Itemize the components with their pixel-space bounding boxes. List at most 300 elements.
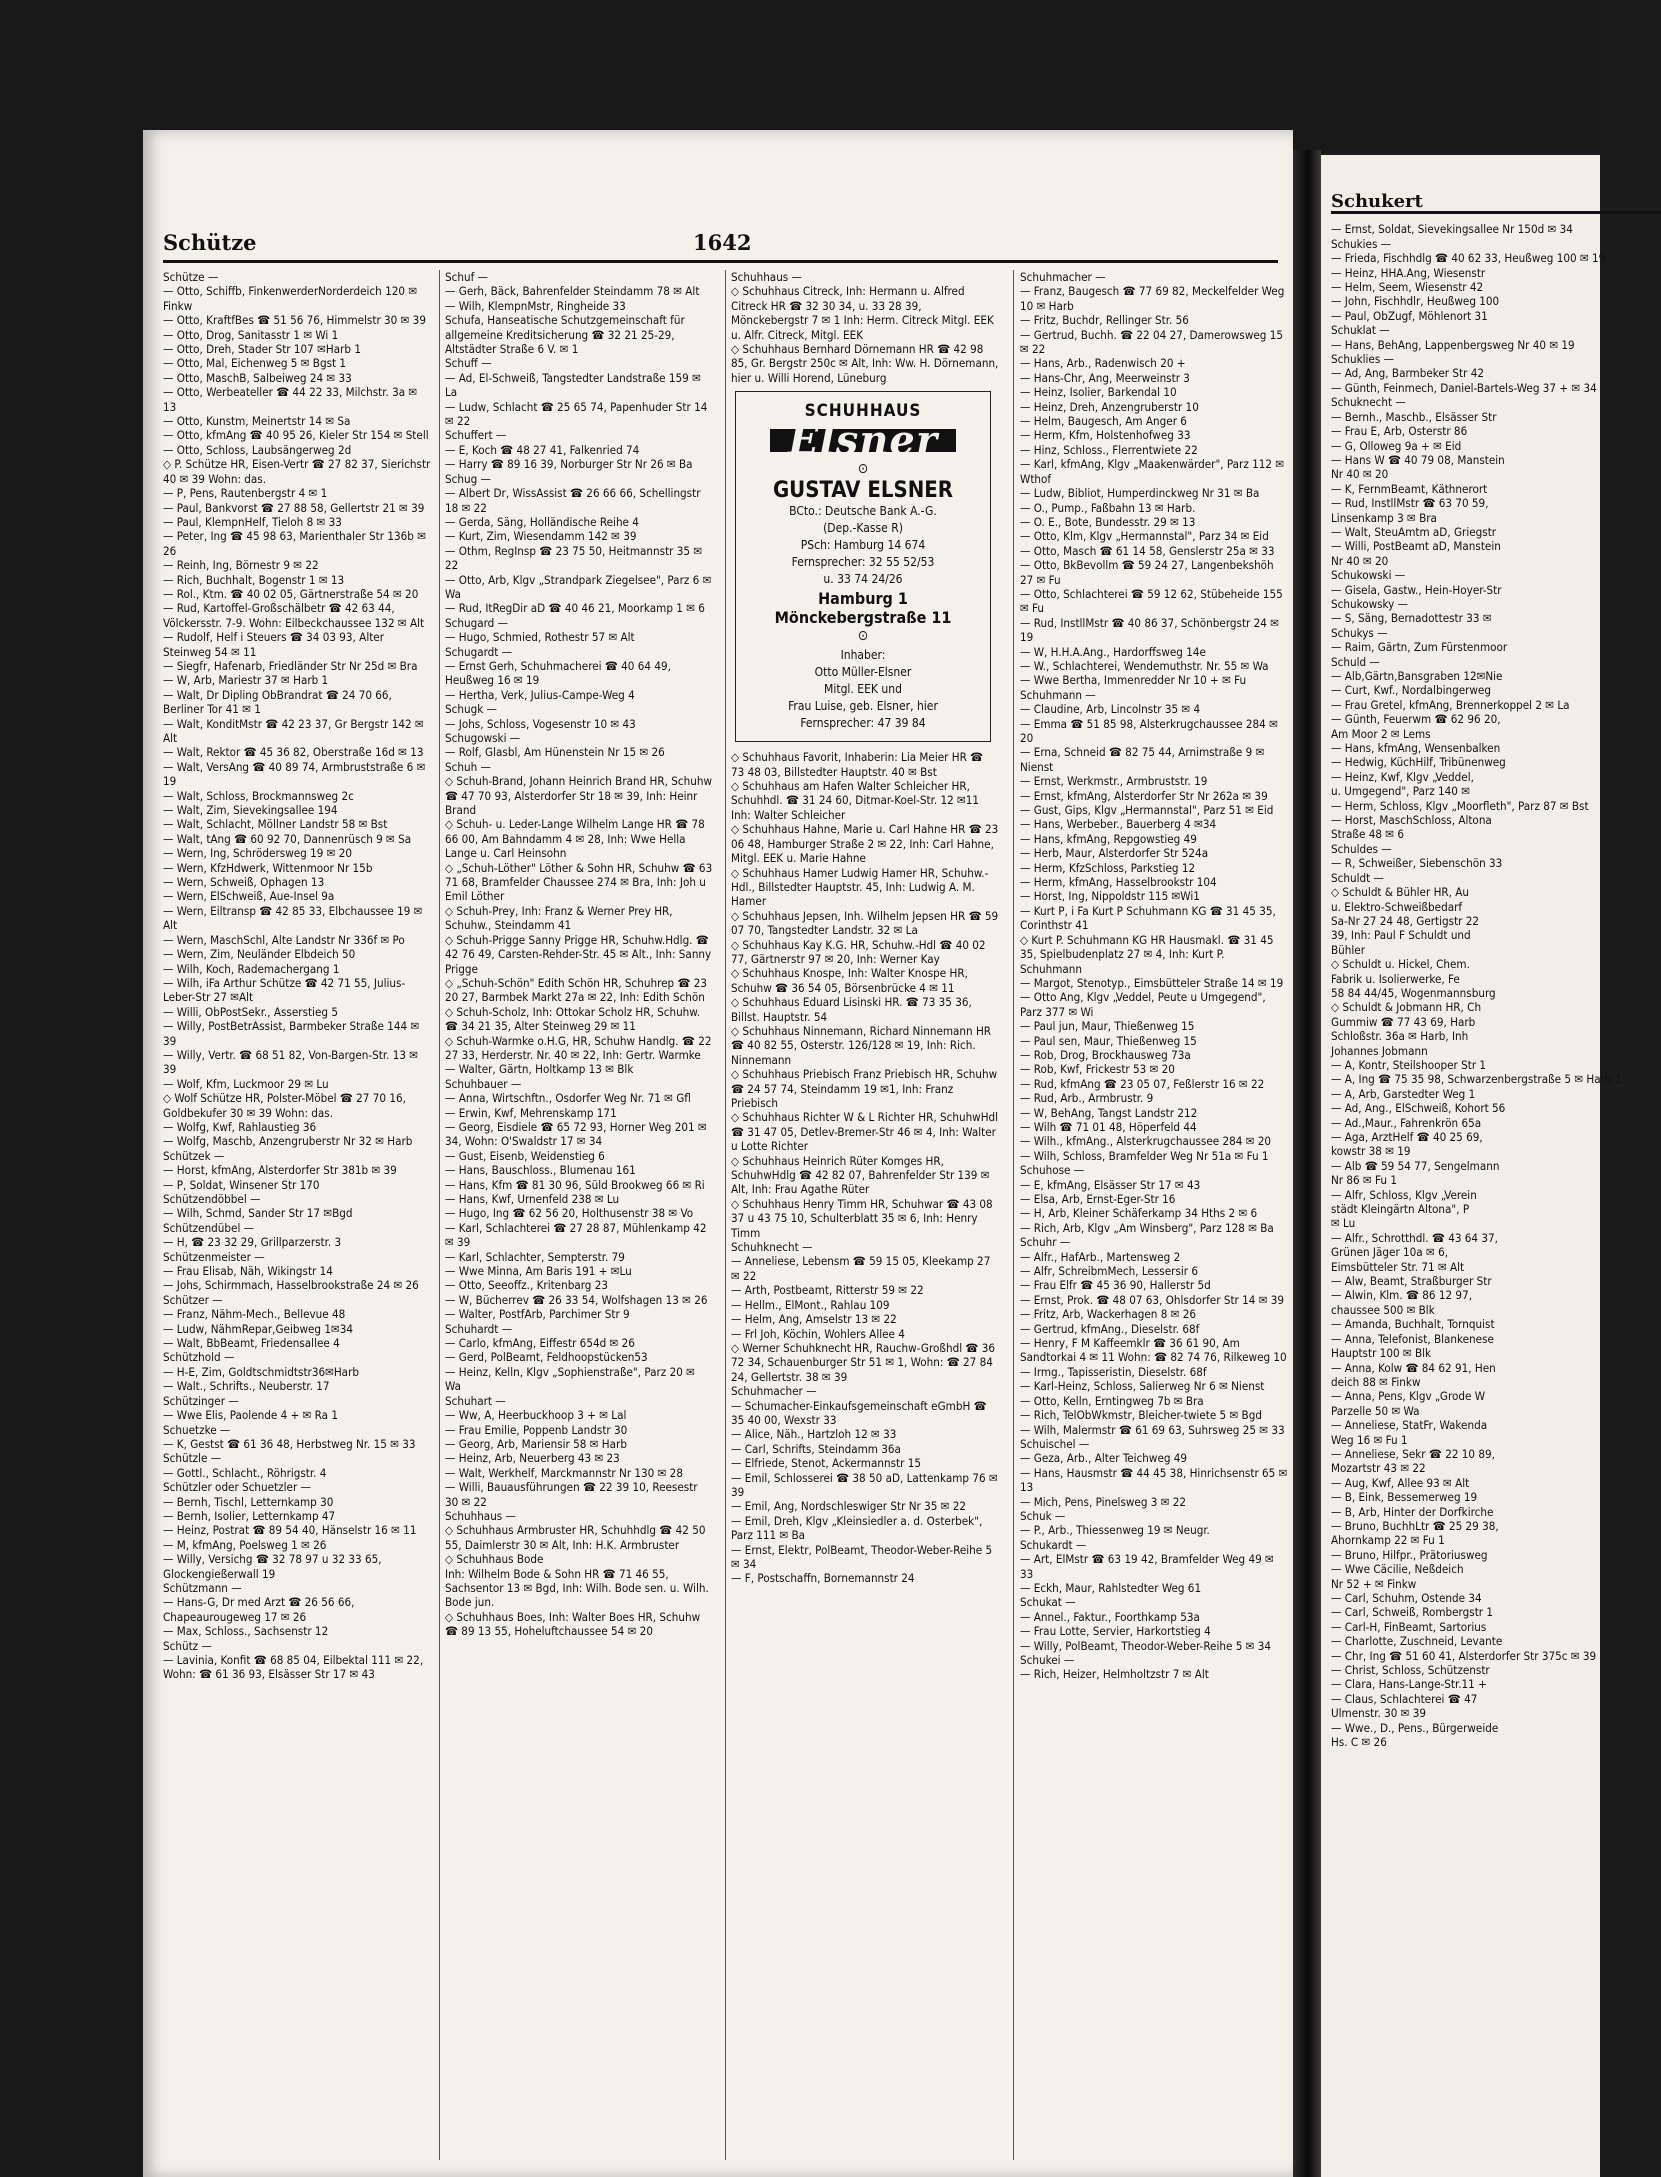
directory-entry: — Frau Emilie, Poppenb Landstr 30 — [445, 1422, 628, 1437]
directory-entry: Straße 48 ✉ 6 — [1331, 827, 1404, 842]
directory-entry: Bühler — [1331, 942, 1365, 957]
directory-entry: — Hans, kfmAng, Wensenbalken — [1331, 741, 1501, 756]
directory-entry: Schuk — — [1020, 1508, 1066, 1523]
ad-phone-line-2: u. 33 74 24/26 — [823, 572, 903, 587]
directory-entry: — Ludw, NähmRepar,Geibweg 1✉34 — [163, 1321, 354, 1336]
column-3-top-entries — [731, 270, 1002, 385]
directory-entry: — Walt, Zim, Sievekingsallee 194 — [163, 803, 338, 818]
directory-entry: Schützer — — [163, 1292, 223, 1307]
directory-entry: Fabrik u. Isolierwerke, Fe — [1331, 971, 1460, 986]
directory-entry: — Heinz, Postrat ☎ 89 54 40, Hänselstr 16 ✉ 11 — [163, 1523, 417, 1538]
directory-entry: Schuklat — — [1331, 323, 1390, 338]
directory-entry: u. Umgegend", Parz 140 ✉ — [1331, 784, 1470, 799]
directory-entry: — Bruno, Hilfpr., Prätoriusweg — [1331, 1547, 1488, 1562]
directory-entry: Schukat — — [1020, 1595, 1076, 1610]
directory-entry: — Helm, Ang, Amselstr 13 ✉ 22 — [731, 1312, 897, 1327]
ad-owner-line-3: Frau Luise, geb. Elsner, hier — [788, 699, 938, 714]
directory-entry: — Otto, Dreh, Stader Str 107 ✉Harb 1 — [163, 342, 361, 357]
directory-entry: — Wwe Bertha, Immenredder Nr 10 + ✉ Fu — [1020, 673, 1247, 688]
directory-entry: chaussee 500 ✉ Blk — [1331, 1302, 1435, 1317]
directory-entry: — Rich, Buchhalt, Bogenstr 1 ✉ 13 — [163, 572, 345, 587]
directory-entry: — Otto, Kunstm, Meinertstr 14 ✉ Sa — [163, 414, 351, 429]
directory-entry: — Eckh, Maur, Rahlstedter Weg 61 — [1020, 1580, 1202, 1595]
directory-entry: — Wern, ElSchweiß, Aue-Insel 9a — [163, 889, 335, 904]
directory-entry: ◇ Schuhhaus Ninnemann, Richard Ninnemann HR ☎ 40 82 55, Osterstr. 126/128 ✉ 19, Inh: Rich. Ninnemann — [731, 1023, 995, 1067]
directory-entry: ◇ „Schuh-Schön" Edith Schön HR, Schuhrep ☎ 23 20 27, Barmbek Markt 27a ✉ 22, Inh: Edith Schön — [445, 975, 711, 1005]
directory-entry: — Otto, BkBevollm ☎ 59 24 27, Langenbekshöh 27 ✉ Fu — [1020, 558, 1277, 587]
directory-entry: — Walt, BbBeamt, Friedensallee 4 — [163, 1336, 340, 1351]
directory-entry: — Carl-H, FinBeamt, Sartorius — [1331, 1619, 1487, 1634]
directory-entry: — K, FernmBeamt, Käthnerort — [1331, 481, 1488, 496]
directory-entry: — Wwe Cäcilie, Neßdeich — [1331, 1562, 1464, 1577]
column-2 — [445, 270, 716, 2170]
directory-entry: Mozartstr 43 ✉ 22 — [1331, 1461, 1426, 1476]
ad-street: Mönckebergstraße 11 — [774, 608, 952, 628]
directory-entry: deich 88 ✉ Finkw — [1331, 1374, 1421, 1389]
directory-entry: — Christ, Schloss, Schützenstr — [1331, 1663, 1490, 1678]
directory-entry: Schuischel — — [1020, 1436, 1090, 1451]
directory-entry: ◇ Schuldt & Jobmann HR, Ch — [1331, 1000, 1482, 1015]
directory-entry: — Horst, MaschSchloss, Altona — [1331, 813, 1492, 828]
directory-entry: u. Elektro-Schweißbedarf — [1331, 899, 1463, 914]
directory-entry: — Art, ElMstr ☎ 63 19 42, Bramfelder Weg 49 ✉ 33 — [1020, 1552, 1278, 1581]
directory-entry: — Ad, El-Schweiß, Tangstedter Landstraße 159 ✉ La — [445, 370, 705, 400]
directory-entry: — Gerda, Säng, Holländische Reihe 4 — [445, 514, 639, 529]
directory-entry: ◇ Schuhhaus Richter W & L Richter HR, SchuhwHdl ☎ 31 47 05, Detlev-Bremer-Str 46 ✉ 4, Inh: Walter u Lotte Richter — [731, 1110, 1002, 1154]
directory-entry: — W, H.H.A.Ang., Hardorffsweg 14e — [1020, 644, 1206, 659]
directory-entry: — Aga, ArztHelf ☎ 40 25 69, — [1331, 1130, 1483, 1144]
directory-entry: — Wilh, iFa Arthur Schütze ☎ 42 71 55, Julius-Leber-Str 27 ✉Alt — [163, 975, 406, 1005]
directory-entry: städt Kleingärtn Altona", P — [1331, 1202, 1470, 1217]
directory-entry: — W., Schlachterei, Wendemuthstr. Nr. 55 ✉ Wa — [1020, 658, 1269, 673]
directory-entry: — Kurt P, i Fa Kurt P Schuhmann KG ☎ 31 45 35, Corinthstr 41 — [1020, 903, 1280, 933]
directory-entry: — Willy, Versichg ☎ 32 78 97 u 32 33 65, Glockengießerwall 19 — [163, 1552, 385, 1581]
directory-entry: — Anneliese, Lebensm ☎ 59 15 05, Kleekamp 27 ✉ 22 — [731, 1254, 994, 1283]
directory-entry: — Alfr, SchreibmMech, Lessersir 6 — [1020, 1264, 1199, 1279]
ad-city: Hamburg 1 — [818, 589, 908, 609]
directory-entry: — Rud, ItRegDir aD ☎ 40 46 21, Moorkamp 1 ✉ 6 — [445, 601, 705, 616]
ad-phone-line-1: Fernsprecher: 32 55 52/53 — [791, 555, 935, 570]
directory-entry: — Siegfr, Hafenarb, Friedländer Str Nr 25d ✉ Bra — [163, 658, 418, 673]
book-gutter — [1293, 150, 1321, 2177]
directory-entry: — Willi, Bauausführungen ☎ 22 39 10, Reesestr 30 ✉ 22 — [445, 1480, 701, 1509]
directory-entry: — Gertrud, kfmAng., Dieselstr. 68f — [1020, 1321, 1200, 1336]
directory-entry: Schütze — — [163, 270, 219, 284]
directory-entry: Schugk — — [445, 702, 497, 717]
directory-entry: — F, Postschaffn, Bornemannstr 24 — [731, 1571, 915, 1586]
directory-entry: — Willi, ObPostSekr., Asserstieg 5 — [163, 1004, 338, 1019]
directory-entry: — Ad, Ang, Barmbeker Str 42 — [1331, 366, 1484, 381]
directory-entry: — Hertha, Verk, Julius-Campe-Weg 4 — [445, 687, 635, 702]
directory-entry: ◇ Schuhhaus Boes, Inh: Walter Boes HR, Schuhw ☎ 89 13 55, Hoheluftchaussee 54 ✉ 20 — [445, 1609, 704, 1639]
directory-entry: — Alice, Näh., Hartzloh 12 ✉ 33 — [731, 1427, 897, 1442]
directory-entry: — Alb,Gärtn,Bansgraben 12✉Nie — [1331, 669, 1503, 683]
directory-entry: Schuhose — — [1020, 1163, 1085, 1178]
directory-entry: — Carl, Schweiß, Rombergstr 1 — [1331, 1605, 1494, 1620]
directory-entry: — Rolf, Glasbl, Am Hünenstein Nr 15 ✉ 26 — [445, 745, 665, 760]
directory-entry: — Georg, Arb, Mariensir 58 ✉ Harb — [445, 1436, 627, 1451]
directory-entry: — P., Arb., Thiessenweg 19 ✉ Neugr. — [1020, 1523, 1210, 1538]
directory-entry: Johannes Jobmann — [1331, 1043, 1428, 1058]
directory-entry: Schukys — — [1331, 625, 1388, 640]
ad-owner-name: GUSTAV ELSNER — [772, 478, 954, 504]
directory-entry: — Frieda, Fischhdlg ☎ 40 62 33, Heußweg 100 ✉ 19 — [1331, 251, 1606, 266]
directory-entry: — Walt, Schloss, Brockmannsweg 2c — [163, 788, 354, 803]
directory-entry: Schützek — — [163, 1148, 225, 1163]
directory-entry: — Herm, kfmAng, Hasselbrookstr 104 — [1020, 875, 1217, 890]
directory-entry: — Frl Joh, Köchin, Wohlers Allee 4 — [731, 1326, 905, 1341]
directory-entry: ◇ Schuh- u. Leder-Lange Wilhelm Lange HR ☎ 78 66 00, Am Bahndamm 4 ✉ 28, Inh: Wwe Hella Lange u. Carl Heinsohn — [445, 817, 709, 861]
directory-entry: ◇ Schuhhaus Bernhard Dörnemann HR ☎ 42 98 85, Gr. Bergstr 250c ✉ Alt, Inh: Ww. H. Dörnemann, hier u. Willi Horend, Lüneburg — [731, 342, 1002, 385]
ad-owner-label: Inhaber: — [840, 648, 886, 663]
directory-entry: Schuknecht — — [1331, 395, 1406, 410]
directory-entry: — Harry ☎ 89 16 39, Norburger Str Nr 26 ✉ Ba — [445, 457, 693, 472]
directory-entry: — Otto, MaschB, Salbeiweg 24 ✉ 33 — [163, 370, 352, 385]
directory-entry: Hs. C ✉ 26 — [1331, 1735, 1387, 1750]
directory-entry: — Rud, InstllMstr ☎ 40 86 37, Schönbergstr 24 ✉ 19 — [1020, 615, 1283, 645]
ad-phone-line-3: Fernsprecher: 47 39 84 — [800, 716, 926, 731]
directory-entry: — Willi, PostBeamt aD, Manstein — [1331, 539, 1501, 554]
directory-entry: — Alfr., Schrotthdl. ☎ 43 64 37, — [1331, 1230, 1498, 1245]
directory-entry: — Hugo, Ing ☎ 62 56 20, Holthusenstr 38 ✉ Vo — [445, 1206, 694, 1221]
directory-entry: — Wilh., kfmAng., Alsterkrugchaussee 284 ✉ 20 — [1020, 1134, 1272, 1149]
directory-entry: ◇ Schuh-Brand, Johann Heinrich Brand HR, Schuhw ☎ 47 70 93, Alsterdorfer Str 18 ✉ 39, Inh: Heinr Brand — [445, 774, 716, 818]
directory-entry: Schuhmann — — [1020, 687, 1096, 702]
directory-entry: ✉ Lu — [1331, 1216, 1356, 1231]
directory-entry: Schützle — — [163, 1451, 222, 1466]
directory-entry: Parzelle 50 ✉ Wa — [1331, 1403, 1420, 1418]
directory-entry: — Rudolf, Helf i Steuers ☎ 34 03 93, Alter Steinweg 54 ✉ 11 — [163, 630, 388, 659]
directory-entry: Nr 40 ✉ 20 — [1331, 467, 1389, 482]
directory-entry: Linsenkamp 3 ✉ Bra — [1331, 510, 1437, 525]
directory-entry: — Otto, Klm, Klgv „Hermannstal", Parz 34 ✉ Eid — [1020, 529, 1269, 544]
directory-entry: — Franz, Baugesch ☎ 77 69 82, Meckelfelder Weg 10 ✉ Harb — [1020, 284, 1288, 313]
directory-entry: — Gisela, Gastw., Hein-Hoyer-Str — [1331, 582, 1502, 597]
directory-entry: — Carlo, kfmAng, Eiffestr 654d ✉ 26 — [445, 1336, 635, 1351]
directory-entry: Schugard — — [445, 615, 509, 630]
directory-entry: — Otto Ang, Klgv „Veddel, Peute u Umgegend", Parz 377 ✉ Wi — [1020, 990, 1269, 1019]
directory-entry: — Margot, Stenotyp., Eimsbütteler Straße 14 ✉ 19 — [1020, 975, 1284, 990]
directory-entry: ◇ Schuhhaus Hahne, Marie u. Carl Hahne HR ☎ 23 06 48, Hamburger Straße 2 ✉ 22, Inh: Carl Hahne, Mitgl. EEK u. Marie Hahne — [731, 822, 1002, 866]
directory-entry: — Frau E, Arb, Osterstr 86 — [1331, 424, 1468, 439]
directory-entry: Schuffert — — [445, 428, 507, 443]
directory-entry: — Otto, Schlachterei ☎ 59 12 62, Stübeheide 155 ✉ Fu — [1020, 586, 1287, 616]
directory-entry: — R, Schweißer, Siebenschön 33 — [1331, 856, 1503, 871]
directory-entry: Schuetzke — — [163, 1422, 231, 1437]
directory-entry: — Otto, Schiffb, FinkenwerderNorderdeich 120 ✉ Finkw — [163, 284, 421, 313]
directory-entry: — Heinz, Kwf, Klgv „Veddel, — [1331, 769, 1474, 784]
directory-entry: — Emil, Dreh, Klgv „Kleinsiedler a. d. Osterbek", Parz 111 ✉ Ba — [731, 1513, 986, 1543]
directory-entry: ◇ Schuhhaus Citreck, Inh: Hermann u. Alfred Citreck HR ☎ 32 30 34, u. 33 28 39, Mönckebergstr 7 ✉ 1 Inh: Herm. Citreck Mitgl. EEK u. Alfr. Citreck, Mitgl. EEK — [731, 284, 998, 342]
directory-entry: Schützinger — — [163, 1393, 239, 1408]
directory-entry: — Erna, Schneid ☎ 82 75 44, Arnimstraße 9 ✉ Nienst — [1020, 745, 1268, 774]
directory-entry: — Gerd, PolBeamt, Feldhoopstücken53 — [445, 1350, 648, 1365]
directory-entry: — Willy, Vertr. ☎ 68 51 82, Von-Bargen-Str. 13 ✉ 39 — [163, 1047, 422, 1077]
directory-entry: — Max, Schloss., Sachsenstr 12 — [163, 1624, 329, 1639]
directory-entry: — A, Ing ☎ 75 35 98, Schwarzenbergstraße 5 ✉ Harb 1 — [1331, 1072, 1622, 1087]
directory-entry: Hauptstr 100 ✉ Blk — [1331, 1346, 1432, 1361]
directory-entry: — Annel., Faktur., Foorthkamp 53a — [1020, 1609, 1200, 1624]
directory-entry: — Walt, SteuAmtm aD, Griegstr — [1331, 524, 1497, 539]
directory-entry: — Hellm., ElMont., Rahlau 109 — [731, 1297, 890, 1312]
elsner-logo: Elsner — [770, 429, 956, 452]
directory-entry: — Frau Lotte, Servier, Harkortstieg 4 — [1020, 1624, 1211, 1639]
directory-entry: ◇ Schuhhaus am Hafen Walter Schleicher HR, Schuhhdl. ☎ 31 24 60, Ditmar-Koel-Str. 12 ✉11 Inh: Walter Schleicher — [731, 779, 983, 822]
directory-entry: — Kurt, Zim, Wiesendamm 142 ✉ 39 — [445, 529, 637, 544]
directory-entry: Nr 52 + ✉ Finkw — [1331, 1576, 1417, 1591]
directory-entry: Sa-Nr 27 24 48, Gertigstr 22 — [1331, 913, 1480, 928]
directory-entry: — Arth, Postbeamt, Ritterstr 59 ✉ 22 — [731, 1283, 924, 1298]
directory-entry: — Wwe., D., Pens., Bürgerweide — [1331, 1720, 1499, 1735]
directory-entry: — Peter, Ing ☎ 45 98 63, Marienthaler Str 136b ✉ 26 — [163, 529, 430, 558]
directory-entry: — Rud, Arb., Armbrustr. 9 — [1020, 1091, 1154, 1106]
directory-entry: ◇ Schuh-Prey, Inh: Franz & Werner Prey HR, Schuhw., Steindamm 41 — [445, 903, 676, 933]
directory-entry: kowstr 38 ✉ 19 — [1331, 1144, 1411, 1159]
directory-entry: — Helm, Seem, Wiesenstr 42 — [1331, 280, 1484, 295]
directory-entry: — Othm, RegInsp ☎ 23 75 50, Heitmannstr 35 ✉ 22 — [445, 543, 706, 573]
directory-entry: — Ad.,Maur., Fahrenkrön 65a — [1331, 1115, 1482, 1130]
directory-entry: ◇ Schuldt u. Hickel, Chem. — [1331, 957, 1470, 972]
directory-entry: Schuldt — — [1331, 870, 1384, 885]
directory-entry: — P, Pens, Rautenbergstr 4 ✉ 1 — [163, 486, 328, 501]
column-3-bottom-entries — [731, 750, 1002, 1586]
directory-entry: — Heinz, Isolier, Barkendal 10 — [1020, 385, 1177, 400]
directory-entry: Schuhardt — — [445, 1321, 513, 1336]
directory-entry: — W, Arb, Mariestr 37 ✉ Harb 1 — [163, 673, 329, 688]
directory-entry: — S, Säng, Bernadottestr 33 ✉ — [1331, 611, 1492, 626]
directory-entry: — Hans, Werbeber., Bauerberg 4 ✉34 — [1020, 817, 1217, 832]
directory-entry: — H, Arb, Kleiner Schäferkamp 34 Hths 2 ✉ 6 — [1020, 1206, 1258, 1221]
directory-entry: — Hans, Kwf, Urnenfeld 238 ✉ Lu — [445, 1192, 620, 1206]
directory-entry: — Rud, Kartoffel-Großschälbetr ☎ 42 63 44, Völckersstr. 7-9. Wohn: Eilbeckchaussee 132 ✉ Alt — [163, 601, 425, 630]
directory-entry: — Herm, KfzSchloss, Parkstieg 12 — [1020, 860, 1196, 875]
directory-entry: — Alw, Beamt, Straßburger Str — [1331, 1274, 1492, 1289]
directory-entry: ◇ Schuldt & Bühler HR, Au — [1331, 885, 1470, 900]
directory-entry: — Wwe Minna, Am Baris 191 + ✉Lu — [445, 1264, 632, 1279]
directory-entry: — Albert Dr, WissAssist ☎ 26 66 66, Schellingstr 18 ✉ 22 — [445, 486, 704, 515]
directory-entry: — Walter, PostfArb, Parchimer Str 9 — [445, 1307, 630, 1322]
directory-entry: — A, Arb, Garstedter Weg 1 — [1331, 1086, 1476, 1101]
directory-entry: ◇ Werner Schuhknecht HR, Rauchw-Großhdl ☎ 36 72 34, Schauenburger Str 51 ✉ 1, Wohn: ☎ 27 84 24, Gellertstr. 38 ✉ 39 — [731, 1340, 999, 1384]
directory-entry: — Hans, BehAng, Lappenbergsweg Nr 40 ✉ 19 — [1331, 337, 1575, 352]
directory-entry: — Otto, Arb, Klgv „Strandpark Ziegelsee", Parz 6 ✉ Wa — [445, 572, 715, 601]
directory-entry: ◇ Schuhhaus Favorit, Inhaberin: Lia Meier HR ☎ 73 48 03, Billstedter Hauptstr. 40 ✉ Bst — [731, 750, 987, 779]
directory-entry: — Hans-Chr, Ang, Meerweinstr 3 — [1020, 370, 1190, 385]
directory-entry: — Hans, kfmAng, Repgowstieg 49 — [1020, 831, 1197, 846]
ad-owner-line-1: Otto Müller-Elsner — [814, 665, 912, 680]
directory-entry: — Anneliese, Sekr ☎ 22 10 89, — [1331, 1446, 1495, 1461]
directory-entry: — Alfr., HafArb., Martensweg 2 — [1020, 1249, 1181, 1264]
directory-entry: — Wilh, Koch, Rademachergang 1 — [163, 961, 340, 976]
directory-entry: ◇ Schuhhaus Henry Timm HR, Schuhwar ☎ 43 08 37 u 43 75 10, Schulterblatt 35 ✉ 6, Inh: Henry Timm — [731, 1196, 996, 1240]
directory-entry: — Emma ☎ 51 85 98, Alsterkrugchaussee 284 ✉ 20 — [1020, 716, 1282, 745]
directory-entry: — Aug, Kwf, Allee 93 ✉ Alt — [1331, 1475, 1470, 1490]
directory-entry: — Alfr, Schloss, Klgv „Verein — [1331, 1187, 1477, 1202]
header-keyword: Schütze — [163, 230, 257, 255]
directory-entry: Schuhart — — [445, 1393, 506, 1408]
directory-entry: — O. E., Bote, Bundesstr. 29 ✉ 13 — [1020, 514, 1196, 529]
next-page-edge — [1321, 155, 1622, 2177]
directory-entry: Schloßstr. 36a ✉ Harb, Inh — [1331, 1029, 1469, 1044]
directory-entry: ◇ P. Schütze HR, Eisen-Vertr ☎ 27 82 37, Sierichstr 40 ✉ 39 Wohn: das. — [163, 457, 434, 486]
directory-entry: — Wern, Ing, Schrödersweg 19 ✉ 20 — [163, 846, 352, 861]
directory-entry: — Frau Elisab, Näh, Wikingstr 14 — [163, 1264, 333, 1279]
directory-entry: 58 84 44/45, Wogenmannsburg — [1331, 985, 1496, 1000]
directory-entry: — Gust, Eisenb, Weidenstieg 6 — [445, 1148, 605, 1163]
column-4 — [1020, 270, 1291, 2170]
directory-entry: Schuhmacher — — [731, 1384, 817, 1399]
directory-entry: — Johs, Schloss, Vogesenstr 10 ✉ 43 — [445, 716, 636, 731]
directory-entry: — M, kfmAng, Poelsweg 1 ✉ 26 — [163, 1537, 327, 1552]
directory-entry: Nr 40 ✉ 20 — [1331, 553, 1389, 568]
directory-entry: — John, Fischhdlr, Heußweg 100 — [1331, 294, 1500, 309]
directory-entry: Schuldes — — [1331, 841, 1392, 856]
directory-entry: — Hans W ☎ 40 79 08, Manstein — [1331, 452, 1505, 467]
directory-entry: — Heinz, HHA.Ang, Wiesenstr — [1331, 265, 1486, 280]
directory-entry: — Karl-Heinz, Schloss, Salierweg Nr 6 ✉ Nienst — [1020, 1379, 1265, 1394]
directory-entry: — Heinz, Dreh, Anzengruberstr 10 — [1020, 399, 1199, 414]
ad-owner-line-2: Mitgl. EEK und — [824, 682, 902, 697]
directory-entry: Schützmann — — [163, 1580, 242, 1595]
directory-entry: — Paul, KlempnHelf, Tieloh 8 ✉ 33 — [163, 514, 342, 529]
directory-entry: — Walt, tAng ☎ 60 92 70, Dannenrüsch 9 ✉ Sa — [163, 831, 412, 846]
directory-entry: — E, Koch ☎ 48 27 41, Falkenried 74 — [445, 442, 640, 457]
directory-entry: — Hans, Arb., Radenwisch 20 + — [1020, 356, 1186, 371]
directory-entry: — Elsa, Arb, Ernst-Eger-Str 16 — [1020, 1192, 1176, 1206]
ad-bank-line-2: (Dep.-Kasse R) — [823, 521, 903, 536]
directory-entry: — Fritz, Arb, Wackerhagen 8 ✉ 26 — [1020, 1307, 1196, 1322]
directory-entry: — Günth, Feinmech, Daniel-Bartels-Weg 37 + ✉ 34 — [1331, 380, 1597, 395]
directory-entry: — Erwin, Kwf, Mehrenskamp 171 — [445, 1105, 617, 1120]
directory-entry: Schuf — — [445, 270, 488, 284]
directory-entry: — Karl, kfmAng, Klgv „Maakenwärder", Parz 112 ✉ Wthof — [1020, 457, 1288, 486]
directory-entry: 39, Inh: Paul F Schuldt und — [1331, 928, 1471, 943]
directory-entry: — Karl, Schlachterei ☎ 27 28 87, Mühlenkamp 42 ✉ 39 — [445, 1220, 710, 1250]
ad-bank-line-1: BCto.: Deutsche Bank A.-G. — [789, 504, 937, 519]
directory-entry: — Paul, Bankvorst ☎ 27 88 58, Gellertstr 21 ✉ 39 — [163, 500, 425, 515]
directory-entry: — Anna, Pens, Klgv „Grode W — [1331, 1389, 1486, 1404]
directory-entry: — Horst, Ing, Nippoldstr 115 ✉Wi1 — [1020, 889, 1200, 904]
directory-entry: ◇ Schuhhaus Bode — [445, 1552, 544, 1567]
directory-entry: — Walt, Dr Dipling ObBrandrat ☎ 24 70 66, Berliner Tor 41 ✉ 1 — [163, 687, 396, 717]
directory-entry: — Raim, Gärtn, Zum Fürstenmoor — [1331, 640, 1508, 655]
directory-entry: — Georg, Eisdiele ☎ 65 72 93, Horner Weg 201 ✉ 34, Wohn: O'Swaldstr 17 ✉ 34 — [445, 1119, 711, 1149]
ad-title: SCHUHHAUS — [804, 401, 922, 422]
directory-entry: — Ernst, Prok. ☎ 48 07 63, Ohlsdorfer Str 14 ✉ 39 — [1020, 1292, 1285, 1307]
directory-entry: — Herm, Kfm, Holstenhofweg 33 — [1020, 428, 1191, 443]
directory-entry: — Hans-G, Dr med Arzt ☎ 26 56 66, Chapeaurougeweg 17 ✉ 26 — [163, 1595, 358, 1624]
directory-entry: — Emil, Schlosserei ☎ 38 50 aD, Lattenkamp 76 ✉ 39 — [731, 1470, 1001, 1499]
directory-entry: ◇ Schuhhaus Eduard Lisinski HR. ☎ 73 35 36, Billst. Hauptstr. 54 — [731, 995, 976, 1024]
directory-entry: — Wern, KfzHdwerk, Wittenmoor Nr 15b — [163, 860, 373, 875]
directory-entry: — Walt, Werkhelf, Marckmannstr Nr 130 ✉ 28 — [445, 1465, 683, 1480]
directory-entry: — Bruno, BuchhLtr ☎ 25 29 38, — [1331, 1518, 1499, 1533]
page-header — [163, 230, 1278, 263]
directory-entry: Schukowsky — — [1331, 596, 1409, 611]
directory-entry: — Willy, PostBetrAssist, Barmbeker Straße 144 ✉ 39 — [163, 1019, 423, 1048]
directory-entry: — Paul, ObZugf, Möhlenort 31 — [1331, 308, 1488, 323]
directory-entry: Schuhmacher — — [1020, 270, 1106, 284]
directory-entry: ◇ Wolf Schütze HR, Polster-Möbel ☎ 27 70 16, Goldbekufer 30 ✉ 39 Wohn: das. — [163, 1091, 410, 1120]
directory-entry: — Walter, Gärtn, Holtkamp 13 ✉ Blk — [445, 1062, 634, 1077]
directory-entry: — Clara, Hans-Lange-Str.11 + — [1331, 1677, 1487, 1692]
directory-entry: Ulmenstr. 30 ✉ 39 — [1331, 1706, 1426, 1721]
directory-entry: — Helm, Baugesch, Am Anger 6 — [1020, 414, 1187, 429]
directory-entry: — Bernh, Tischl, Letternkamp 30 — [163, 1494, 334, 1509]
directory-entry: Schuhr — — [1020, 1235, 1071, 1250]
directory-entry: ◇ Schuhhaus Hamer Ludwig Hamer HR, Schuhw.-Hdl., Billstedter Hauptstr. 45, Inh: Ludwig A. M. Hamer — [731, 865, 989, 909]
next-page-entries — [1331, 222, 1661, 1749]
directory-entry: — Claus, Schlachterei ☎ 47 — [1331, 1691, 1478, 1706]
directory-entry: — Hedwig, KüchHilf, Tribünenweg — [1331, 755, 1506, 770]
directory-entry: — Otto, Masch ☎ 61 14 58, Genslerstr 25a ✉ 33 — [1020, 543, 1275, 558]
directory-entry: Schuhbauer — — [445, 1076, 522, 1091]
directory-entry: — Rob, Drog, Brockhausweg 73a — [1020, 1047, 1191, 1062]
ad-postscheck: PSch: Hamburg 14 674 — [800, 538, 926, 553]
directory-entry: — Mich, Pens, Pinelsweg 3 ✉ 22 — [1020, 1494, 1187, 1509]
directory-entry: — Gust, Gips, Klgv „Hermannstal", Parz 51 ✉ Eid — [1020, 803, 1274, 818]
directory-entry: Schukowski — — [1331, 568, 1406, 583]
directory-entry: Schuhknecht — — [731, 1240, 813, 1255]
directory-entry: — Alwin, Klm. ☎ 86 12 97, — [1331, 1288, 1473, 1303]
column-3 — [731, 270, 1002, 2170]
directory-entry: — Ernst, Elektr, PolBeamt, Theodor-Weber-Reihe 5 ✉ 34 — [731, 1542, 996, 1571]
directory-entry: — Ad, Ang., ElSchweiß, Kohort 56 — [1331, 1101, 1506, 1116]
directory-entry: — Wilh, Schloss, Bramfelder Weg Nr 51a ✉ Fu 1 — [1020, 1148, 1269, 1163]
directory-entry: — Otto, Kelln, Erntingweg 7b ✉ Bra — [1020, 1393, 1204, 1408]
directory-entry: — Hans, Hausmstr ☎ 44 45 38, Hinrichsenstr 65 ✉ 13 — [1020, 1465, 1291, 1495]
directory-entry: Gummiw ☎ 77 43 69, Harb — [1331, 1014, 1476, 1029]
directory-entry: — Ernst, Werkmstr., Armbruststr. 19 — [1020, 774, 1208, 789]
directory-entry: — Chr, Ing ☎ 51 60 41, Alsterdorfer Str 375c ✉ 39 — [1331, 1648, 1597, 1663]
column-rule — [439, 270, 440, 2160]
directory-entry: — Gerh, Bäck, Bahrenfelder Steindamm 78 ✉ Alt — [445, 284, 700, 299]
directory-entry: Schützler oder Schuetzler — — [163, 1480, 311, 1495]
directory-entry: — Frau Gretel, kfmAng, Brennerkoppel 2 ✉ La — [1331, 697, 1570, 712]
directory-entry: — Bernh., Maschb., Elsässer Str — [1331, 409, 1497, 424]
directory-entry: — Ww, A, Heerbuckhoop 3 + ✉ Lal — [445, 1408, 627, 1423]
directory-entry: Weg 16 ✉ Fu 1 — [1331, 1432, 1408, 1447]
directory-entry: — Günth, Feuerwm ☎ 62 96 20, — [1331, 712, 1501, 727]
directory-entry: — B, Eink, Bessemerweg 19 — [1331, 1490, 1478, 1505]
directory-entry: — Anna, Wirtschftn., Osdorfer Weg Nr. 71 ✉ Gfl — [445, 1091, 691, 1106]
ad-circle-ornament-2: ⊙ — [857, 628, 869, 645]
directory-entry: — Geza, Arb., Alter Teichweg 49 — [1020, 1451, 1188, 1466]
directory-entry: — Rich, Arb, Klgv „Am Winsberg", Parz 128 ✉ Ba — [1020, 1220, 1274, 1235]
directory-entry: — Lavinia, Konfit ☎ 68 85 04, Eilbektal 111 ✉ 22, Wohn: ☎ 61 36 93, Elsässer Str 17 ✉ 43 — [163, 1653, 427, 1682]
directory-entry: Schuhhaus — — [731, 270, 802, 284]
directory-entry: Schuff — — [445, 356, 492, 371]
directory-entry: — Hinz, Schloss., Flerrentwiete 22 — [1020, 442, 1198, 457]
directory-entry: — Wilh, Schmd, Sander Str 17 ✉Bgd — [163, 1206, 353, 1221]
directory-entry: — Otto, Seeoffz., Kritenbarg 23 — [445, 1278, 609, 1293]
directory-entry: — Anna, Kolw ☎ 84 62 91, Hen — [1331, 1360, 1496, 1375]
directory-entry: Schugardt — — [445, 644, 513, 659]
directory-entry: — P, Soldat, Winsener Str 170 — [163, 1177, 320, 1192]
directory-entry: — Schumacher-Einkaufsgemeinschaft eGmbH ☎ 35 40 00, Wexstr 33 — [731, 1398, 990, 1427]
directory-entry: — E, kfmAng, Elsässer Str 17 ✉ 43 — [1020, 1177, 1201, 1192]
directory-entry: ◇ Schuhhaus Jepsen, Inh. Wilhelm Jepsen HR ☎ 59 07 70, Tangstedter Landstr. 32 ✉ La — [731, 908, 1002, 938]
directory-entry: — Bernh, Isolier, Letternkamp 47 — [163, 1508, 336, 1523]
directory-entry: Schugowski — — [445, 731, 521, 745]
directory-entry: — Anneliese, StatFr, Wakenda — [1331, 1418, 1488, 1433]
directory-entry: — Frau Elfr ☎ 45 36 90, Hallerstr 5d — [1020, 1278, 1211, 1293]
directory-entry: — Wilh, Malermstr ☎ 61 69 63, Suhrsweg 25 ✉ 33 — [1020, 1422, 1285, 1437]
directory-entry: — Fritz, Buchdr, Rellinger Str. 56 — [1020, 313, 1189, 328]
directory-entry: — B, Arb, Hinter der Dorfkirche — [1331, 1504, 1494, 1519]
directory-entry: — Elfriede, Stenot, Ackermannstr 15 — [731, 1456, 921, 1471]
directory-entry: — Amanda, Buchhalt, Tornquist — [1331, 1317, 1495, 1332]
